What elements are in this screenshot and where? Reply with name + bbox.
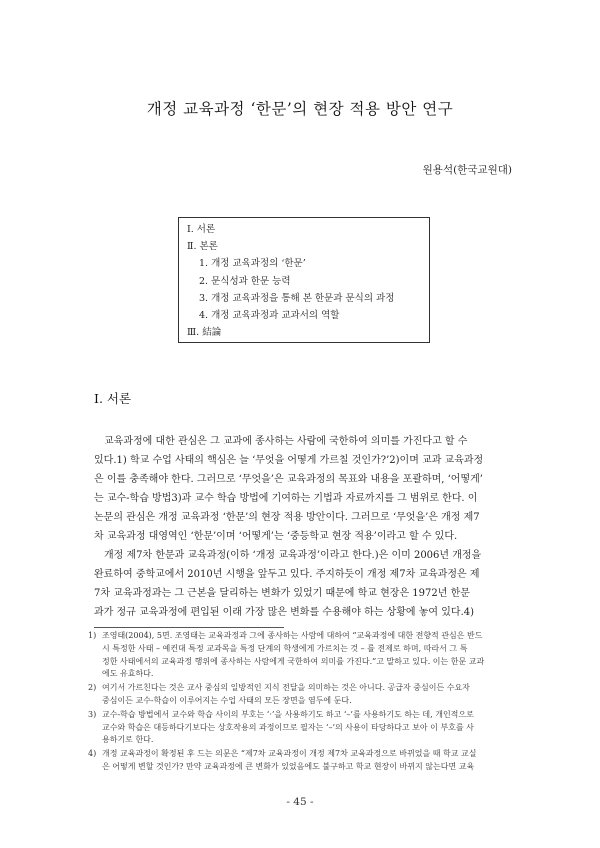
body-text [94, 432, 512, 622]
toc-item: Ⅰ. 서론 [187, 224, 216, 235]
body-line: 과가 정규 교육과정에 편입된 이래 가장 많은 변화를 수용해야 하는 상황에 놓여 있다.4) [94, 607, 475, 618]
body-line: 7차 교육과정과는 그 근본을 달리하는 변화가 있었기 때문에 학교 현장은 1972년 한문 [94, 588, 470, 599]
footnote-line: 조영태(2004), 5면. 조영태는 교육과정과 그에 종사하는 사람에 대하여 “교육과정에 대한 전향적 관심은 반드 [102, 631, 483, 640]
footnote-line: 교수-학습 방법에서 교수와 학습 사이의 부호는 ‘·’을 사용하기도 하고 ‘–’를 사용하기도 하는 데, 개인적으로 [102, 709, 474, 719]
toc-item: 3. 개정 교육과정을 통해 본 한문과 문식의 과정 [199, 292, 395, 304]
toc-item: 2. 문식성과 한문 능력 [199, 275, 291, 287]
body-line: 논문의 관심은 개정 교육과정 ‘한문’의 현장 적용 방안이다. 그러므로 ‘무엇을’은 개정 제7 [94, 512, 480, 523]
body-line: 은 이를 충족해야 한다. 그러므로 ‘무엇을’은 교육과정의 목표와 내용을 포괄하며, ‘어떻게’ [94, 474, 483, 485]
body-line: 교육과정에 대한 관심은 그 교과에 종사하는 사람에 국한하여 의미를 가진다고 할 수 [104, 436, 468, 447]
page-number: - 45 - [286, 796, 314, 808]
footnote-number: 4) [88, 749, 97, 759]
body-line: 는 교수-학습 방법3)과 교수 학습 방법에 기여하는 기법과 자료까지를 그 범위로 한다. 이 [94, 493, 478, 504]
footnote-line: 용하기로 한다. [102, 735, 154, 745]
section-heading: Ⅰ. 서론 [94, 391, 132, 406]
footnote-line: 중심이든 교수-학습이 이루어지는 수업 사태의 모든 장면을 염두에 둔다. [102, 695, 352, 705]
footnote-number: 1) [88, 631, 97, 640]
footnote [88, 630, 512, 681]
table-of-contents [178, 217, 430, 343]
footnote-divider [94, 627, 284, 628]
footnote-line: 시 특정한 사태 – 예컨대 특정 교과목을 특정 단계의 학생에게 가르치는 것 – 를 전제로 하며, 따라서 그 특 [102, 643, 468, 653]
toc-item: Ⅲ. 結論 [187, 327, 222, 339]
body-line: 개정 제7차 한문과 교육과정(이하 ‘개정 교육과정’이라고 한다.)은 이미 2006년 개정을 [104, 550, 482, 561]
footnote [88, 709, 512, 747]
footnote-number: 2) [88, 683, 97, 693]
footnote-line: 은 어떻게 변할 것인가? 만약 교육과정에 큰 변화가 있었음에도 불구하고 학교 현장이 바뀌지 않는다면 교육 [102, 761, 475, 771]
body-line: 있다.1) 학교 수업 사태의 핵심은 늘 ‘무엇을 어떻게 가르칠 것인가?’2)이며 교과 교육과정 [94, 455, 484, 466]
paper-title: 개정 교육과정 ‘한문’의 현장 적용 방안 연구 [146, 100, 454, 118]
footnote [88, 748, 512, 774]
toc-item: 4. 개정 교육과정과 교과서의 역할 [199, 310, 340, 322]
footnote [88, 682, 512, 708]
footnote-line: 정한 사태에서의 교육과정 행위에 종사하는 사람에게 국한하여 의미를 가진다.”고 말하고 있다. 이는 한문 교과 [102, 656, 485, 666]
footnote-number: 3) [88, 709, 97, 719]
toc-item: Ⅱ. 본론 [187, 241, 218, 253]
body-line: 차 교육과정 대영역인 ‘한문’이며 ‘어떻게’는 ‘중등학교 현장 적용’이라고 할 수 있다. [94, 531, 458, 542]
footnote-line: 에도 유효하다. [102, 669, 154, 679]
body-line: 완료하여 중학교에서 2010년 시행을 앞두고 있다. 주지하듯이 개정 제7차 교육과정은 제 [94, 569, 480, 580]
toc-item: 1. 개정 교육과정의 ‘한문’ [199, 258, 306, 270]
author-affiliation: 원용석(한국교원대) [422, 164, 512, 176]
footnote-line: 교수와 학습은 대등하다기보다는 상호작용의 과정이므로 필자는 ‘–’의 사용이 타당하다고 보아 이 부호를 사 [102, 722, 474, 732]
footnotes [88, 630, 512, 775]
footnote-line: 여기서 가르친다는 것은 교사 중심의 일방적인 지식 전달을 의미하는 것은 아니다. 공급자 중심이든 수요자 [102, 683, 470, 693]
footnote-line: 개정 교육과정이 확정된 후 드는 의문은 “제7차 교육과정이 개정 제7차 교육과정으로 바뀌었을 때 학교 교실 [102, 749, 477, 759]
